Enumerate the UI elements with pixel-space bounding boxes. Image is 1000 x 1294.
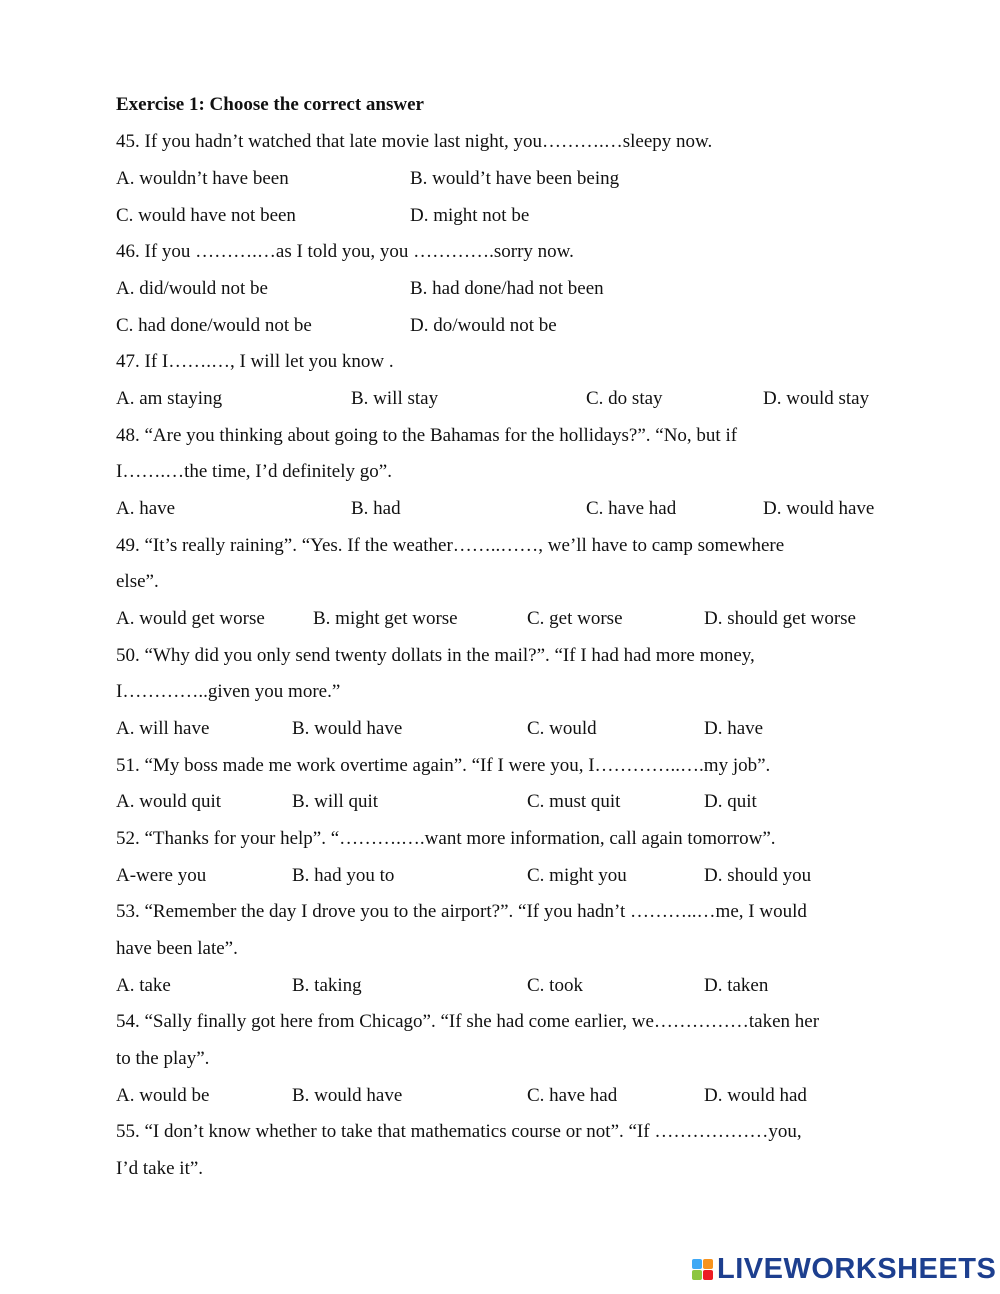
q54-option-d[interactable]: D. would had <box>704 1085 807 1106</box>
q48-option-d[interactable]: D. would have <box>763 498 875 519</box>
q54-option-b[interactable]: B. would have <box>292 1085 403 1106</box>
q47-option-b[interactable]: B. will stay <box>351 388 439 409</box>
question-46-text: 46. If you ……….…as I told you, you ………….sorry now. <box>116 241 574 262</box>
logo-text: LIVEWORKSHEETS <box>717 1253 997 1285</box>
liveworksheets-logo <box>692 1254 996 1284</box>
q51-option-d[interactable]: D. quit <box>704 791 757 812</box>
q46-option-c[interactable]: C. had done/would not be <box>116 315 312 336</box>
question-55-text-cont: I’d take it”. <box>116 1158 204 1179</box>
q47-option-d[interactable]: D. would stay <box>763 388 870 409</box>
q51-option-a[interactable]: A. would quit <box>116 791 222 812</box>
q46-option-d[interactable]: D. do/would not be <box>410 315 557 336</box>
q50-option-d[interactable]: D. have <box>704 718 764 739</box>
question-50-text-cont: I…………..given you more.” <box>116 681 341 702</box>
q48-option-a[interactable]: A. have <box>116 498 176 519</box>
q54-option-c[interactable]: C. have had <box>527 1085 618 1106</box>
logo-square-1 <box>692 1259 702 1269</box>
question-48-text: 48. “Are you thinking about going to the Bahamas for the hollidays?”. “No, but if <box>116 425 738 446</box>
q53-option-d[interactable]: D. taken <box>704 975 769 996</box>
q53-option-c[interactable]: C. took <box>527 975 583 996</box>
q51-option-c[interactable]: C. must quit <box>527 791 621 812</box>
q53-option-a[interactable]: A. take <box>116 975 171 996</box>
question-53-text-cont: have been late”. <box>116 938 238 959</box>
q50-option-a[interactable]: A. will have <box>116 718 210 739</box>
q51-option-b[interactable]: B. will quit <box>292 791 379 812</box>
question-52-text: 52. “Thanks for your help”. “……….….want more information, call again tomorrow”. <box>116 828 776 849</box>
q47-option-c[interactable]: C. do stay <box>586 388 663 409</box>
q54-option-a[interactable]: A. would be <box>116 1085 210 1106</box>
q49-option-a[interactable]: A. would get worse <box>116 608 265 629</box>
q48-option-c[interactable]: C. have had <box>586 498 677 519</box>
q46-option-b[interactable]: B. had done/had not been <box>410 278 604 299</box>
question-49-text: 49. “It’s really raining”. “Yes. If the weather……..……, we’ll have to camp somewhere <box>116 535 785 556</box>
q45-option-c[interactable]: C. would have not been <box>116 205 296 226</box>
q52-option-a[interactable]: A-were you <box>116 865 207 886</box>
q45-option-d[interactable]: D. might not be <box>410 205 530 226</box>
q48-option-b[interactable]: B. had <box>351 498 401 519</box>
q52-option-c[interactable]: C. might you <box>527 865 627 886</box>
q52-option-d[interactable]: D. should you <box>704 865 812 886</box>
logo-square-2 <box>703 1259 713 1269</box>
question-49-text-cont: else”. <box>116 571 159 592</box>
q49-option-d[interactable]: D. should get worse <box>704 608 856 629</box>
q47-option-a[interactable]: A. am staying <box>116 388 223 409</box>
question-55-text: 55. “I don’t know whether to take that mathematics course or not”. “If ………………you, <box>116 1121 802 1142</box>
liveworksheets-logo-icon <box>692 1259 713 1280</box>
question-54-text: 54. “Sally finally got here from Chicago”. “If she had come earlier, we……………taken her <box>116 1011 820 1032</box>
question-45-text: 45. If you hadn’t watched that late movie last night, you……….…sleepy now. <box>116 131 713 152</box>
q46-option-a[interactable]: A. did/would not be <box>116 278 268 299</box>
question-51-text: 51. “My boss made me work overtime again”. “If I were you, I…………..….my job”. <box>116 755 771 776</box>
exercise-title: Exercise 1: Choose the correct answer <box>116 94 424 115</box>
question-47-text: 47. If I…….…, I will let you know . <box>116 351 394 372</box>
q49-option-c[interactable]: C. get worse <box>527 608 623 629</box>
logo-square-3 <box>692 1270 702 1280</box>
question-53-text: 53. “Remember the day I drove you to the airport?”. “If you hadn’t ………..…me, I would <box>116 901 807 922</box>
q50-option-c[interactable]: C. would <box>527 718 597 739</box>
q53-option-b[interactable]: B. taking <box>292 975 362 996</box>
q49-option-b[interactable]: B. might get worse <box>313 608 458 629</box>
q45-option-b[interactable]: B. would’t have been being <box>410 168 620 189</box>
question-48-text-cont: I…….…the time, I’d definitely go”. <box>116 461 392 482</box>
q45-option-a[interactable]: A. wouldn’t have been <box>116 168 289 189</box>
q52-option-b[interactable]: B. had you to <box>292 865 395 886</box>
logo-square-4 <box>703 1270 713 1280</box>
question-50-text: 50. “Why did you only send twenty dollats in the mail?”. “If I had had more money, <box>116 645 755 666</box>
q50-option-b[interactable]: B. would have <box>292 718 403 739</box>
question-54-text-cont: to the play”. <box>116 1048 210 1069</box>
